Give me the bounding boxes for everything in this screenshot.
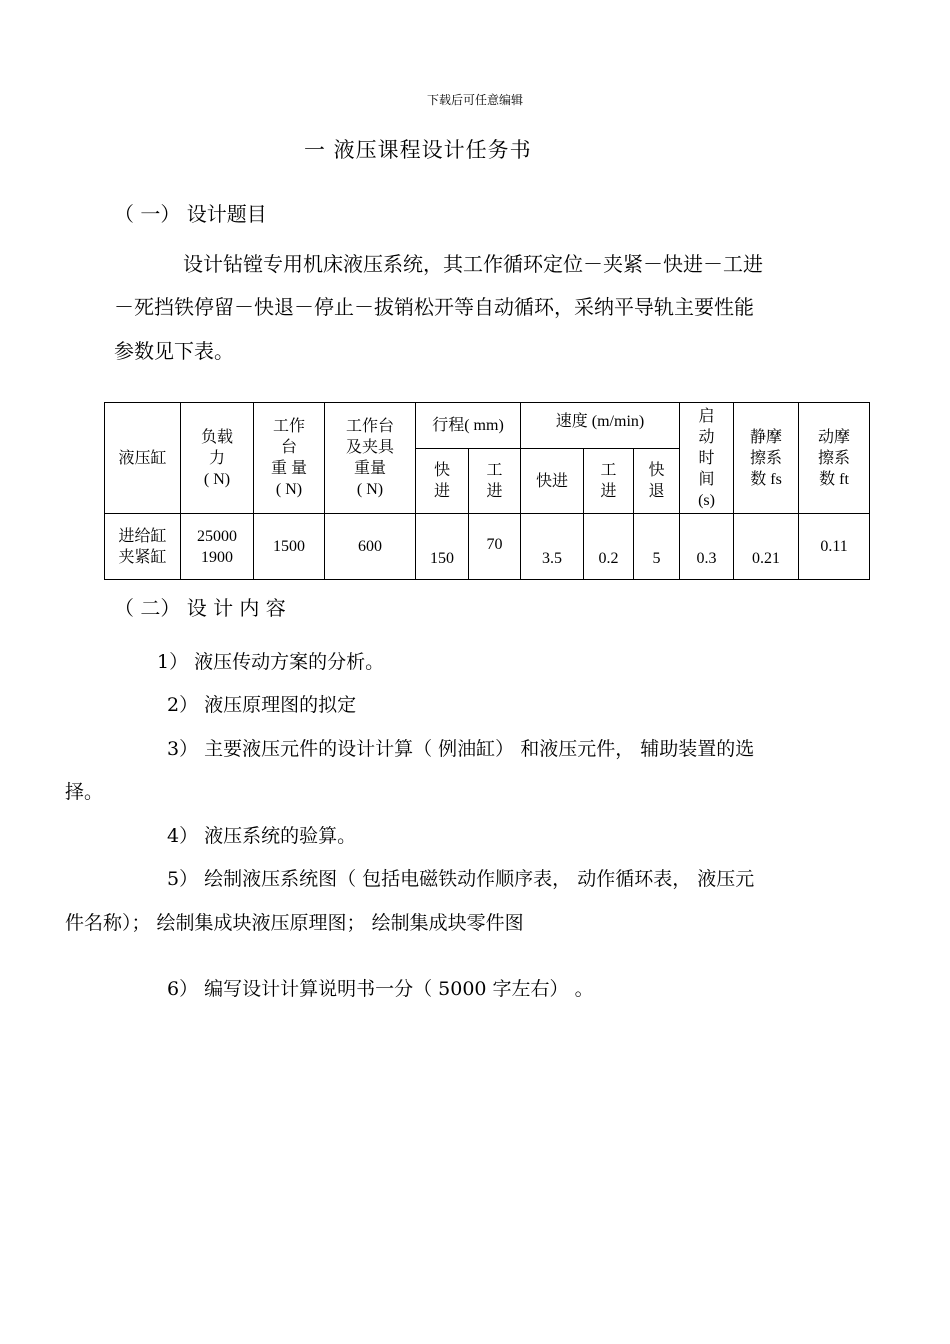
header-stroke: 行程( mm) — [416, 403, 521, 449]
document-title: 一 液压课程设计任务书 — [304, 138, 532, 162]
content-item-5: 5） 绘制液压系统图（ 包括电磁铁动作顺序表， 动作循环表， 液压元 — [167, 868, 755, 890]
cell-stroke-fast: 150 — [416, 514, 469, 580]
content-item-4: 4） 液压系统的验算。 — [167, 825, 357, 847]
cell-start-time: 0.3 — [680, 514, 734, 580]
header-speed: 速度 (m/min) — [521, 403, 680, 449]
section-2-heading: （ 二） 设 计 内 容 — [114, 596, 286, 620]
header-static-friction: 静摩 擦系 数 fs — [734, 403, 799, 514]
header-dynamic-friction: 动摩 擦系 数 ft — [799, 403, 870, 514]
header-speed-return: 快 退 — [634, 449, 680, 514]
paragraph-line-1: 设计钻镗专用机床液压系统，其工作循环定位－夹紧－快进－工进 — [183, 252, 763, 276]
cell-fixture-weight: 600 — [325, 514, 416, 580]
cell-stroke-work: 70 — [469, 514, 521, 580]
cell-table-weight: 1500 — [254, 514, 325, 580]
section-1-heading: （ 一） 设计题目 — [114, 202, 267, 226]
header-stroke-fast: 快 进 — [416, 449, 469, 514]
cell-speed-work: 0.2 — [584, 514, 634, 580]
content-item-6: 6） 编写设计计算说明书一分（ 5000 字左右） 。 — [167, 978, 594, 1000]
header-load: 负载 力 ( N) — [181, 403, 254, 514]
content-item-1: 1） 液压传动方案的分析。 — [157, 651, 385, 673]
content-item-5-continued: 件名称）； 绘制集成块液压原理图； 绘制集成块零件图 — [65, 912, 524, 934]
cell-speed-return: 5 — [634, 514, 680, 580]
header-speed-work: 工 进 — [584, 449, 634, 514]
paragraph-line-3: 参数见下表。 — [114, 339, 234, 363]
cell-static-friction: 0.21 — [734, 514, 799, 580]
content-item-3-continued: 择。 — [65, 781, 104, 803]
header-cylinder: 液压缸 — [105, 403, 181, 514]
paragraph-line-2: －死挡铁停留－快退－停止－拔销松开等自动循环，采纳平导轨主要性能 — [114, 295, 754, 319]
cell-cylinder: 进给缸 夹紧缸 — [105, 514, 181, 580]
cell-speed-fast: 3.5 — [521, 514, 584, 580]
parameters-table — [104, 402, 870, 580]
header-speed-fast: 快进 — [521, 449, 584, 514]
header-fixture-weight: 工作台 及夹具 重量 ( N) — [325, 403, 416, 514]
header-note: 下载后可任意编辑 — [426, 93, 523, 107]
cell-load: 25000 1900 — [181, 514, 254, 580]
content-item-3: 3） 主要液压元件的设计计算（ 例油缸） 和液压元件， 辅助装置的选 — [167, 738, 755, 760]
header-start-time: 启 动 时 间 (s) — [680, 403, 734, 514]
content-item-2: 2） 液压原理图的拟定 — [167, 694, 357, 716]
header-stroke-work: 工 进 — [469, 449, 521, 514]
header-table-weight: 工作 台 重 量 ( N) — [254, 403, 325, 514]
cell-dynamic-friction: 0.11 — [799, 514, 870, 580]
